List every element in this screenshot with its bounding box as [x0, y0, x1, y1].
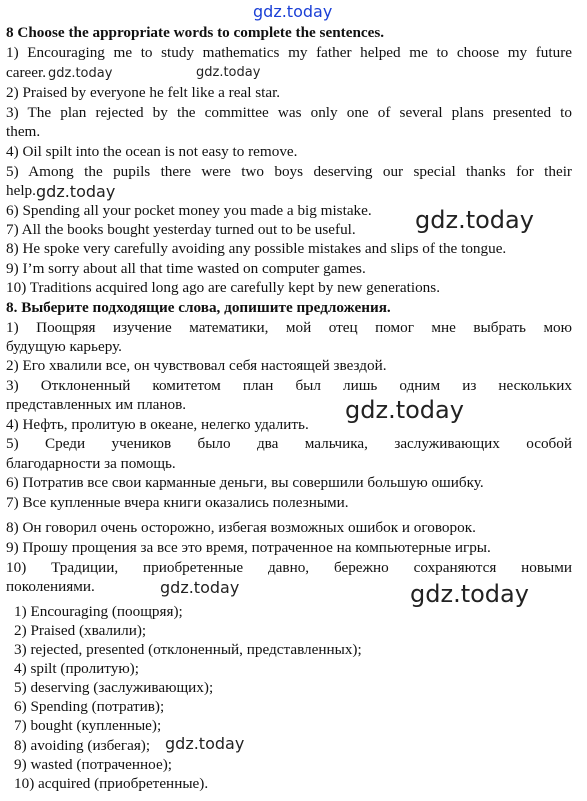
task-en-line: 6) Spending all your pocket money you made a big mistake. [6, 202, 372, 219]
answer-item: 9) wasted (потраченное); [14, 756, 172, 773]
task-en-line: 8) He spoke very carefully avoiding any possible mistakes and slips of the tongue. [6, 240, 507, 257]
task-ru-line: 3) Отклоненный комитетом план был лишь одним из нескольких [6, 377, 572, 394]
watermark: gdz.today [410, 580, 529, 608]
task-ru-line: 9) Прошу прощения за все это время, потраченное на компьютерные игры. [6, 539, 491, 556]
answer-item: 4) spilt (пролитую); [14, 660, 139, 677]
task-en-line: help. [6, 182, 36, 199]
task-ru-line: представленных им планов. [6, 396, 187, 413]
task-ru-line: 6) Потратив все свои карманные деньги, вы совершили большую ошибку. [6, 474, 484, 491]
task-ru-line: будущую карьеру. [6, 338, 122, 355]
answer-item: 10) acquired (приобретенные). [14, 775, 209, 792]
watermark: gdz.today [415, 206, 534, 234]
task-ru-line: 1) Поощряя изучение математики, мой отец помог мне выбрать мою [6, 319, 572, 336]
task-ru-line: 5) Среди учеников было два мальчика, заслуживающих особой [6, 435, 572, 452]
watermark: gdz.today [345, 396, 464, 424]
task-en-line: 3) The plan rejected by the committee was only one of several plans presented to [6, 104, 572, 121]
task-ru-line: поколениями. [6, 578, 95, 595]
watermark: gdz.today [36, 182, 116, 201]
task-en-heading: 8 Choose the appropriate words to complete the sentences. [6, 24, 385, 41]
answer-item: 3) rejected, presented (отклоненный, представленных); [14, 641, 362, 658]
task-en-line: 5) Among the pupils there were two boys deserving our special thanks for their [6, 163, 572, 180]
task-ru-line: 7) Все купленные вчера книги оказались полезными. [6, 494, 349, 511]
watermark: gdz.today [196, 65, 261, 80]
answer-item: 6) Spending (потратив); [14, 698, 165, 715]
task-ru-line: благодарности за помощь. [6, 455, 176, 472]
watermark: gdz.today [253, 2, 333, 21]
answer-item: 1) Encouraging (поощряя); [14, 603, 183, 620]
answer-item: 2) Praised (хвалили); [14, 622, 147, 639]
answer-item: 8) avoiding (избегая); [14, 737, 151, 754]
task-en-line: 2) Praised by everyone he felt like a real star. [6, 84, 281, 101]
task-en-line: them. [6, 123, 41, 140]
task-en-line: 7) All the books bought yesterday turned out to be useful. [6, 221, 356, 238]
answer-item: 7) bought (купленные); [14, 717, 162, 734]
task-en-line: 1) Encouraging me to study mathematics my father helped me to choose my future [6, 44, 572, 61]
task-en-line: 9) I’m sorry about all that time wasted on computer games. [6, 260, 366, 277]
watermark: gdz.today [48, 66, 113, 81]
task-ru-line: 8) Он говорил очень осторожно, избегая возможных ошибок и оговорок. [6, 519, 476, 536]
answer-item: 5) deserving (заслуживающих); [14, 679, 214, 696]
task-ru-line: 4) Нефть, пролитую в океане, нелегко удалить. [6, 416, 309, 433]
task-ru-line: 10) Традиции, приобретенные давно, бережно сохраняются новыми [6, 559, 572, 576]
task-en-line: 4) Oil spilt into the ocean is not easy to remove. [6, 143, 298, 160]
task-en-line: 10) Traditions acquired long ago are carefully kept by new generations. [6, 279, 440, 296]
task-ru-heading: 8. Выберите подходящие слова, допишите предложения. [6, 299, 391, 316]
task-en-line: career. [6, 64, 47, 81]
watermark: gdz.today [160, 578, 240, 597]
watermark: gdz.today [165, 734, 245, 753]
task-ru-line: 2) Его хвалили все, он чувствовал себя настоящей звездой. [6, 357, 387, 374]
